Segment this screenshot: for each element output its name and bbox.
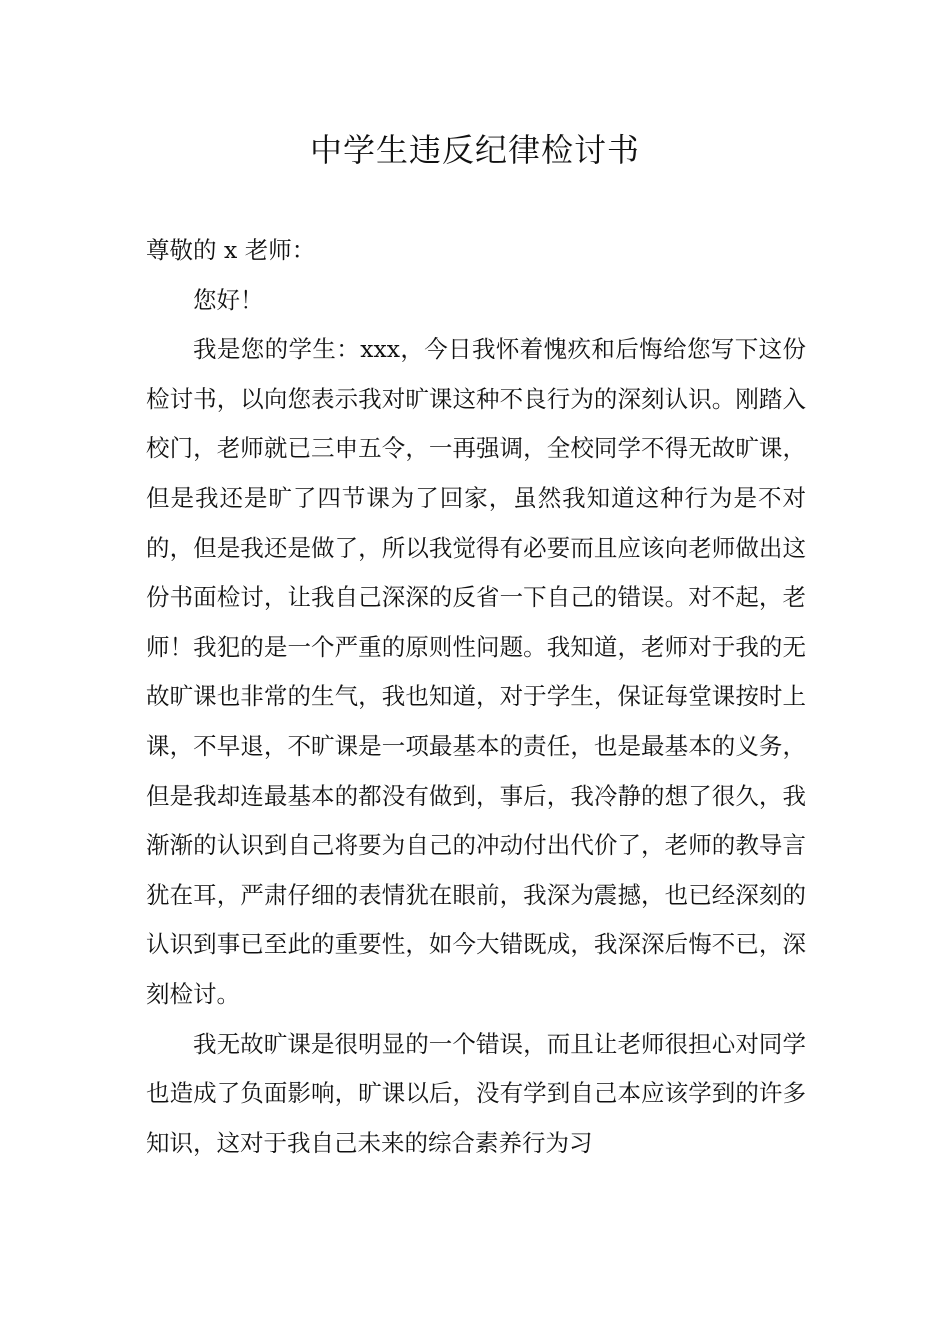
document-body (146, 226, 806, 1168)
salutation: 尊敬的 x 老师： (146, 236, 316, 264)
paragraph-1: 我是您的学生：xxx，今日我怀着愧疚和后悔给您写下这份检讨书，以向您表示我对旷课这种不良行为的深刻认识。刚踏入校门，老师就已三申五令，一再强调，全校同学不得无故旷课，但是我还是旷了四节课为了回家，虽然我知道这种行为是不对的，但是我还是做了，所以我觉得有必要而且应该向老师做出这份书面检讨，让我自己深深的反省一下自己的错误。对不起，老师！我犯的是一个严重的原则性问题。我知道，老师对于我的无故旷课也非常的生气，我也知道，对于学生，保证每堂课按时上课，不早退，不旷课是一项最基本的责任，也是最基本的义务，但是我却连最基本的都没有做到，事后，我冷静的想了很久，我渐渐的认识到自己将要为自己的冲动付出代价了，老师的教导言犹在耳，严肃仔细的表情犹在眼前，我深为震撼，也已经深刻的认识到事已至此的重要性，如今大错既成，我深深后悔不已，深刻检讨。 (146, 335, 806, 1008)
greeting: 您好！ (193, 285, 264, 314)
paragraph-2: 我无故旷课是很明显的一个错误，而且让老师很担心对同学也造成了负面影响，旷课以后，没有学到自己本应该学到的许多知识，这对于我自己未来的综合素养行为习 (146, 1029, 806, 1157)
document-title: 中学生违反纪律检讨书 (309, 131, 640, 169)
